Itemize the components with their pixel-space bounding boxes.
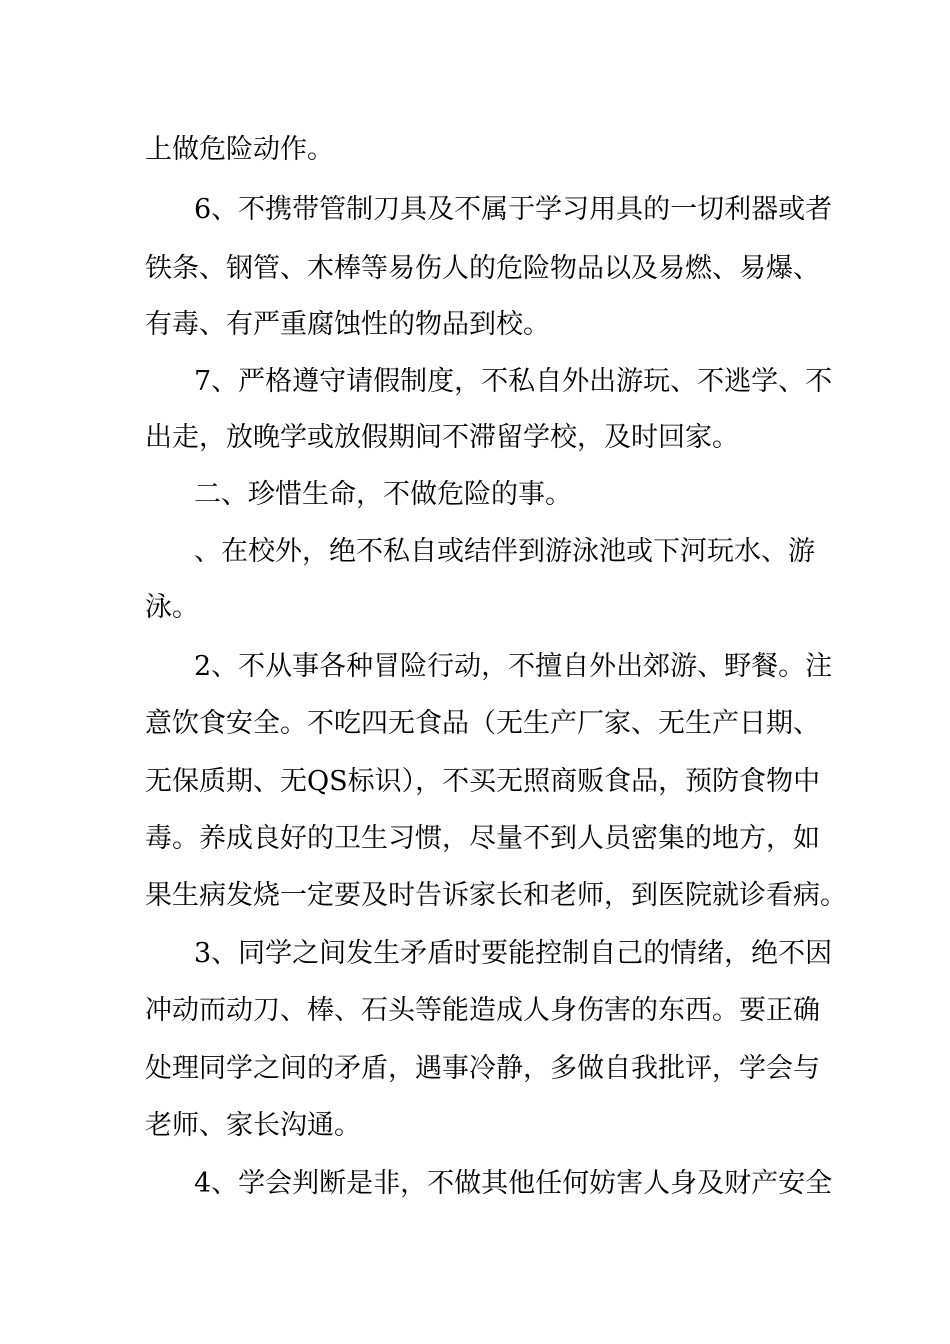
- text-line: 无保质期、无QS标识），不买无照商贩食品，预防食物中: [145, 766, 821, 797]
- text-line: 处理同学之间的矛盾，遇事冷静，多做自我批评，学会与: [145, 1053, 820, 1084]
- text-line: 7、严格遵守请假制度，不私自外出游玩、不逃学、不: [194, 366, 833, 397]
- text-line: 意饮食安全。不吃四无食品（无生产厂家、无生产日期、: [145, 708, 820, 739]
- text-line: 果生病发烧一定要及时告诉家长和老师，到医院就诊看病。: [145, 880, 847, 911]
- text-line: 二、珍惜生命，不做危险的事。: [194, 479, 572, 510]
- text-line: 2、不从事各种冒险行动，不擅自外出郊游、野餐。注: [194, 651, 833, 682]
- text-line: 冲动而动刀、棒、石头等能造成人身伤害的东西。要正确: [145, 995, 820, 1026]
- text-line: 上做危险动作。: [145, 134, 334, 165]
- text-line: 泳。: [145, 592, 199, 623]
- text-line: 3、同学之间发生矛盾时要能控制自己的情绪，绝不因: [194, 938, 833, 969]
- text-line: 有毒、有严重腐蚀性的物品到校。: [145, 309, 550, 340]
- text-line: 铁条、钢管、木棒等易伤人的危险物品以及易燃、易爆、: [145, 253, 820, 284]
- text-line: 、在校外，绝不私自或结伴到游泳池或下河玩水、游: [194, 536, 815, 567]
- text-line: 老师、家长沟通。: [145, 1110, 361, 1141]
- text-line: 6、不携带管制刀具及不属于学习用具的一切利器或者: [194, 194, 833, 225]
- text-line: 4、学会判断是非，不做其他任何妨害人身及财产安全: [194, 1168, 833, 1199]
- text-line: 毒。养成良好的卫生习惯，尽量不到人员密集的地方，如: [145, 823, 820, 854]
- text-line: 出走，放晚学或放假期间不滞留学校，及时回家。: [145, 422, 739, 453]
